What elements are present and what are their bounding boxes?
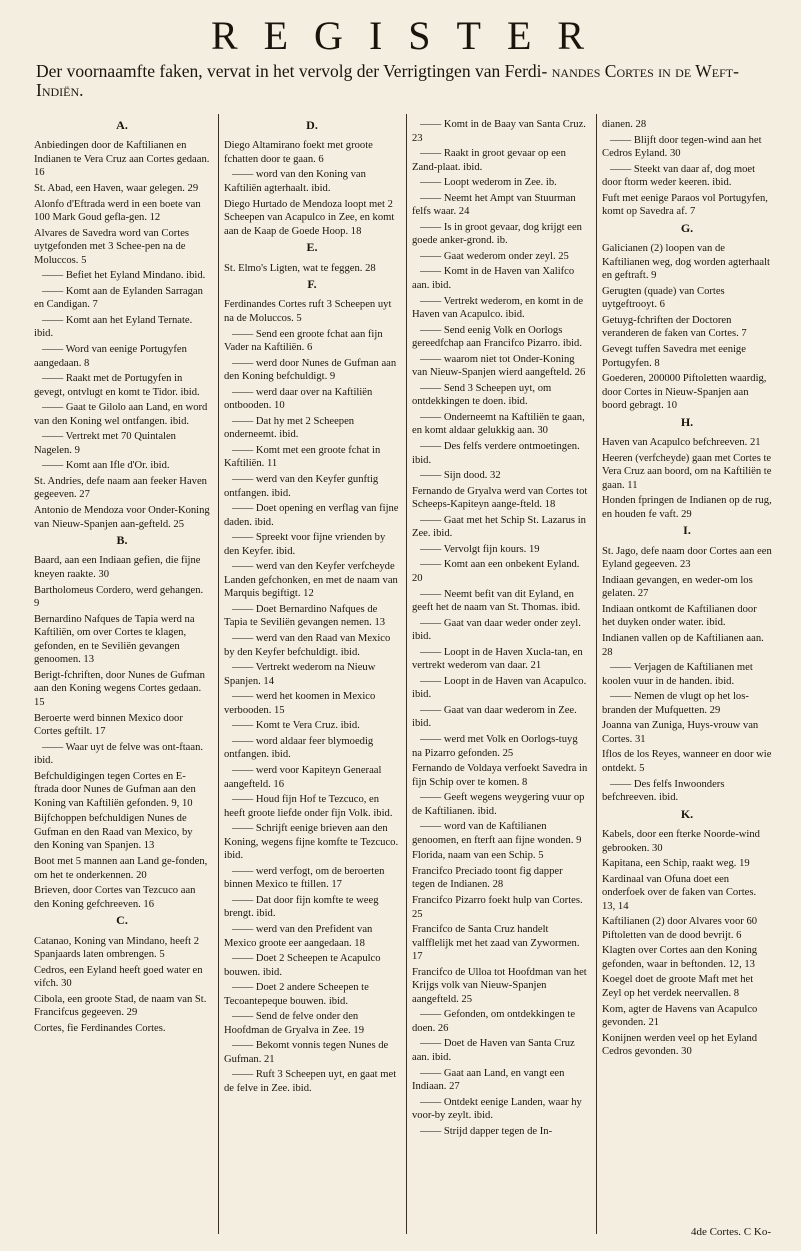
index-entry: Kaftilianen (2) door Alvares voor 60 Piftoletten van de dood bevrijt. 6: [602, 916, 758, 941]
section-letter: I.: [683, 523, 691, 538]
subtitle-tail: nandes Cortes in de Weft-Indiën.: [36, 61, 739, 101]
index-entry: Kapitana, een Schip, raakt weg. 19: [602, 858, 750, 870]
index-entry: —— Sijn dood. 32: [420, 470, 501, 482]
index-column-3: [412, 118, 588, 1228]
index-entry: Berigt-fchriften, door Nunes de Gufman aan den Koning wegens Cortes gedaan. 15: [34, 669, 205, 708]
index-entry: —— Dat door fijn komfte te weeg brengt. ibid.: [224, 894, 379, 920]
section-letter: K.: [680, 806, 694, 821]
index-entry: Indiaan gevangen, en weder-om los gelaten. 27: [602, 574, 753, 600]
index-entry: —— Komt met een groote fchat in Kaftiliën. 11: [224, 444, 381, 470]
index-entry: —— Schrijft eenige brieven aan den Koning, wegens fijne komfte te Tezcuco. ibid.: [224, 823, 399, 862]
index-entry: Kardinaal van Ofuna doet een onderfoek over de faken van Cortes. 13, 14: [602, 873, 757, 912]
index-entry: —— werd van den Keyfer gunftig ontfangen. ibid.: [224, 474, 379, 499]
index-entry: Baard, aan een Indiaan gefien, die fijne kneyen raakte. 30: [34, 555, 201, 581]
index-entry: Catanao, Koning van Mindano, heeft 2 Spanjaards laten ombrengen. 5: [34, 935, 200, 961]
index-entry: —— Send eenig Volk en Oorlogs gereedfchap aan Francifco Pizarro. ibid.: [412, 324, 583, 350]
index-entry: Alvares de Savedra word van Cortes uytgefonden met 3 Schee-pen na de Moluccos. 5: [34, 227, 190, 266]
index-entry: —— waarom niet tot Onder-Koning van Nieuw-Spanjen wierd aangefteld. 26: [412, 353, 586, 379]
index-entry: —— Houd fijn Hof te Tezcuco, en heeft groote liefde onder fijn Volk. ibid.: [224, 794, 393, 819]
index-entry: Goederen, 200000 Piftoletten waardig, door Cortes in Nieuw-Spanjen aan boord gebragt. 10: [602, 373, 767, 412]
index-entry: —— Ontdekt eenige Landen, waar hy voor-by zeylt. ibid.: [412, 1096, 582, 1122]
section-letter: H.: [680, 414, 694, 429]
column-divider: [596, 114, 597, 1234]
section-letter: A.: [116, 118, 128, 132]
index-entry: Getuyg-fchriften der Doctoren veranderen de faken van Cortes. 7: [602, 314, 747, 340]
index-entry: —— Geeft wegens weygering vuur op de Kaftilianen. ibid.: [412, 792, 585, 817]
index-entry: St. Jago, defe naam door Cortes aan een Eyland gegeeven. 23: [602, 545, 772, 571]
index-entry: Fernando de Gryalva werd van Cortes tot Scheeps-Kapiteyn aange-fteld. 18: [412, 485, 588, 511]
index-entry: Francifco Pizarro foekt hulp van Cortes. 25: [412, 894, 583, 920]
index-entry: —— Komt aan een onbekent Eyland. 20: [412, 559, 580, 584]
index-entry: Bijfchoppen befchuldigen Nunes de Gufman en den Raad van Mexico, by den Koning van Spanjen. 13: [34, 813, 193, 852]
index-entry: —— Doet Bernardino Nafques de Tapia te Seviliën gevangen nemen. 13: [224, 603, 386, 629]
index-entry: —— Neemt befit van dit Eyland, en geeft het de naam van St. Thomas. ibid.: [412, 588, 581, 614]
index-entry: —— Vertrekt met 70 Quintalen Nagelen. 9: [34, 431, 176, 456]
index-entry: —— Loopt in de Haven van Acapulco. ibid.: [412, 675, 587, 701]
index-entry: —— Neemt het Ampt van Stuurman felfs waar. 24: [412, 192, 576, 218]
index-entry: Indiaan ontkomt de Kaftilianen door het duyken onder water. ibid.: [602, 603, 757, 629]
index-entry: Heeren (verfcheyde) gaan met Cortes te Vera Cruz aan boord, om na Kaftiliën te gaan. 11: [602, 452, 772, 491]
index-entry: Francifco de Santa Cruz handelt valfflelijk met het zaad van Zywormen. 17: [412, 924, 580, 963]
index-entry: Fernando de Voldaya verfoekt Savedra in fijn Schip over te komen. 8: [412, 763, 588, 788]
index-entry: —— Komt in de Baay van Santa Cruz. 23: [412, 119, 586, 144]
index-entry: —— Word van eenige Portugyfen aangedaan. 8: [34, 344, 187, 369]
index-entry: Diego Altamirano foekt met groote fchatten door te gaan. 6: [224, 140, 373, 165]
index-entry: —— Send 3 Scheepen uyt, om ontdekkingen te doen. ibid.: [412, 382, 552, 408]
index-entry: Francifco de Ulloa tot Hoofdman van het Krijgs volk van Nieuw-Spanjen aangefteld. 25: [412, 966, 587, 1005]
index-entry: —— Vertrekt wederom, en komt in de Haven van Acapulco. ibid.: [412, 295, 584, 321]
page-subtitle: [36, 62, 776, 101]
index-entry: Cortes, fie Ferdinandes Cortes.: [34, 1022, 166, 1034]
index-entry: —— Ruft 3 Scheepen uyt, en gaat met de felve in Zee. ibid.: [224, 1069, 397, 1094]
index-entry: Brieven, door Cortes van Tezcuco aan den Koning gefchreeven. 16: [34, 885, 196, 910]
index-entry: —— Verjagen de Kaftilianen met koolen vuur in de handen. ibid.: [602, 662, 753, 687]
index-entry: Kabels, door een fterke Noorde-wind gebrooken. 30: [602, 828, 760, 854]
index-entry: —— werd van den Prefident van Mexico groote eer aangedaan. 18: [224, 923, 373, 949]
section-letter: B.: [116, 533, 128, 548]
index-entry: —— Waar uyt de felve was ont-ftaan. ibid.: [34, 741, 204, 767]
index-entry: Anbiedingen door de Kaftilianen en Indianen te Vera Cruz aan Cortes gedaan. 16: [34, 140, 210, 179]
index-entry: —— Gaat van daar wederom in Zee. ibid.: [412, 704, 577, 730]
index-entry: dianen. 28: [602, 119, 647, 130]
index-entry: Antonio de Mendoza voor Onder-Koning van Nieuw-Spanjen aan-gefteld. 25: [34, 505, 210, 530]
index-entry: —— Gaat aan Land, en vangt een Indiaan. 27: [412, 1067, 565, 1093]
index-entry: Diego Hurtado de Mendoza loopt met 2 Scheepen van Acapulco in Zee, en komt aan de Kaap de Goede Hoop. 18: [224, 198, 395, 237]
index-entry: —— Des felfs verdere ontmoetingen. ibid.: [412, 441, 580, 466]
index-entry: —— Vervolgt fijn kours. 19: [420, 543, 540, 555]
index-entry: —— werd het koomen in Mexico verbooden. 15: [224, 691, 376, 716]
index-entry: —— Steekt van daar af, dog moet door ftorm weder keeren. ibid.: [602, 163, 756, 189]
section-letter: F.: [307, 277, 317, 292]
index-entry: —— Raakt in groot gevaar op een Zand-plaat. ibid.: [412, 148, 566, 173]
index-entry: —— Loopt in de Haven Xucla-tan, en vertrekt wederom van daar. 21: [412, 646, 583, 672]
index-entry: Bartholomeus Cordero, werd gehangen. 9: [34, 584, 204, 610]
index-entry: —— Gaat te Gilolo aan Land, en word van den Koning wel ontfangen. ibid.: [34, 402, 208, 427]
index-entry: Honden fpringen de Indianen op de rug, en houden fe vaft. 29: [602, 495, 772, 520]
index-entry: Klagten over Cortes aan den Koning gefonden, waar in beftonden. 12, 13: [602, 945, 758, 970]
index-entry: Gevegt tuffen Savedra met eenige Portugyfen. 8: [602, 344, 746, 369]
index-entry: —— werd met Volk en Oorlogs-tuyg na Pizarro gefonden. 25: [412, 733, 578, 759]
index-entry: Joanna van Zuniga, Huys-vrouw van Cortes. 31: [602, 720, 759, 745]
section-letter: C.: [116, 913, 128, 928]
index-column-1: [34, 118, 210, 1228]
index-entry: —— Dat hy met 2 Scheepen onderneemt. ibid.: [224, 415, 355, 441]
index-entry: —— Spreekt voor fijne vrienden by den Keyfer. ibid.: [224, 532, 386, 557]
index-entry: —— Is in groot gevaar, dog krijgt een goede anker-grond. ib.: [412, 221, 582, 247]
index-entry: —— Doet de Haven van Santa Cruz aan. ibid.: [412, 1038, 575, 1063]
index-entry: —— Des felfs Inwoonders befchreeven. ibid.: [602, 778, 725, 804]
index-entry: —— werd verfogt, om de beroerten binnen Mexico te ftillen. 17: [224, 865, 385, 891]
index-entry: —— Blijft door tegen-wind aan het Cedros Eyland. 30: [602, 134, 762, 160]
index-entry: Cedros, een Eyland heeft goed water en vifch. 30: [34, 964, 203, 990]
section-letter: D.: [306, 118, 318, 132]
index-entry: —— Loopt wederom in Zee. ib.: [420, 177, 557, 189]
index-entry: —— werd door Nunes de Gufman aan den Koning befchuldigt. 9: [224, 357, 397, 383]
index-entry: Alonfo d'Eftrada werd in een boete van 100 Mark Goud gefla-gen. 12: [34, 198, 201, 224]
index-entry: Beroerte werd binnen Mexico door Cortes geftilt. 17: [34, 712, 183, 738]
index-entry: —— Send de felve onder den Hoofdman de Gryalva in Zee. 19: [224, 1011, 365, 1036]
index-entry: —— Onderneemt na Kaftiliën te gaan, en komt aldaar gelukkig aan. 30: [412, 411, 585, 437]
index-entry: —— werd daar over na Kaftiliën ontbooden. 10: [224, 386, 373, 412]
index-entry: —— Gaat wederom onder zeyl. 25: [420, 250, 569, 262]
index-entry: —— word aldaar feer blymoedig ontfangen. ibid.: [224, 735, 374, 761]
index-entry: Koegel doet de groote Maft met het Zeyl op het verdek neervallen. 8: [602, 974, 754, 999]
index-column-2: [224, 118, 400, 1228]
index-entry: —— Komt aan Ifle d'Or. ibid.: [42, 460, 170, 472]
index-entry: Ferdinandes Cortes ruft 3 Scheepen uyt na de Moluccos. 5: [224, 299, 392, 324]
index-entry: —— Strijd dapper tegen de In-: [420, 1125, 553, 1137]
index-entry: —— Gaat met het Schip St. Lazarus in Zee. ibid.: [412, 514, 586, 540]
index-entry: Gerugten (quade) van Cortes uytgeftrooyt. 6: [602, 285, 725, 311]
index-entry: —— Komt in de Haven van Xalifco aan. ibid.: [412, 266, 575, 292]
index-entry: —— Komt aan de Eylanden Sarragan en Candigan. 7: [34, 285, 203, 311]
index-entry: Indianen vallen op de Kaftilianen aan. 28: [602, 633, 764, 658]
index-entry: Francifco Preciado toont fig dapper tegen de Indianen. 28: [412, 865, 563, 891]
index-entry: —— word van den Koning van Kaftiliën agterhaalt. ibid.: [224, 169, 366, 194]
index-entry: Iflos de los Reyes, wanneer en door wie ontdekt. 5: [602, 749, 772, 774]
catchword: 4de Cortes. C Ko-: [690, 1225, 771, 1238]
section-letter: G.: [680, 220, 694, 235]
index-entry: Boot met 5 mannen aan Land ge-fonden, om het te onderkennen. 20: [34, 855, 208, 881]
index-entry: St. Andries, defe naam aan feeker Haven gegeeven. 27: [34, 475, 207, 501]
index-entry: Galicianen (2) loopen van de Kaftilianen weg, dog worden agterhaalt en geftraft. 9: [602, 243, 770, 282]
index-entry: Haven van Acapulco befchreeven. 21: [602, 437, 761, 449]
page-title: REGISTER: [210, 13, 611, 58]
index-entry: St. Abad, een Haven, waar gelegen. 29: [34, 183, 199, 194]
column-divider: [406, 114, 407, 1234]
index-entry: —— word van de Kaftilianen genoomen, en fterft aan fijne wonden. 9: [412, 821, 582, 846]
index-entry: —— werd van den Keyfer verfcheyde Landen gefchonken, en met de naam van Marquis begiftigt. 12: [224, 561, 398, 600]
index-entry: —— Bekomt vonnis tegen Nunes de Gufman. 21: [224, 1040, 389, 1065]
index-entry: Cibola, een groote Stad, de naam van St. Francifcus gegeeven. 29: [34, 993, 207, 1019]
index-entry: —— Send een groote fchat aan fijn Vader na Kaftiliën. 6: [224, 328, 383, 354]
index-entry: —— Raakt met de Portugyfen in gevegt, ontvlugt en komt te Tidor. ibid.: [34, 373, 200, 398]
index-entry: —— Nemen de vlugt op het los-branden der Mufquetten. 29: [602, 691, 749, 716]
index-entry: —— Doet opening en verflag van fijne daden. ibid.: [224, 503, 399, 528]
index-entry: Kom, agter de Havens van Acapulco gevonden. 21: [602, 1003, 758, 1029]
subtitle-lead: Der voornaamfte faken, vervat in het vervolg der Verrigtingen van Ferdi-: [36, 61, 548, 81]
index-entry: —— Komt te Vera Cruz. ibid.: [232, 720, 360, 732]
index-entry: Befchuldigingen tegen Cortes en E-ftrada door Nunes de Gufman aan den Koning van Kaftiliën gefonden. 9, 10: [34, 770, 196, 809]
index-entry: Konijnen werden veel op het Eyland Cedros gevonden. 30: [602, 1032, 758, 1058]
index-entry: Fuft met eenige Paraos vol Portugyfen, komt op Savedra af. 7: [602, 192, 768, 218]
index-entry: Bernardino Nafques de Tapia werd na Kaftiliën, om over Cortes te klagen, gefonden, en te Seviliën gevangen genoomen. 13: [34, 613, 195, 666]
column-divider: [218, 114, 219, 1234]
index-entry: St. Elmo's Ligten, wat te feggen. 28: [224, 262, 376, 274]
index-entry: —— Komt aan het Eyland Ternate. ibid.: [34, 314, 193, 340]
index-column-4: [602, 118, 772, 1228]
index-entry: Florida, naam van een Schip. 5: [412, 850, 544, 862]
index-entry: —— werd van den Raad van Mexico by den Keyfer befchuldigt. ibid.: [224, 633, 391, 658]
index-entry: —— Doet 2 Scheepen te Acapulco bouwen. ibid.: [224, 953, 381, 978]
index-entry: —— Gefonden, om ontdekkingen te doen. 26: [412, 1009, 576, 1034]
index-entry: —— Vertrekt wederom na Nieuw Spanjen. 14: [224, 662, 376, 687]
index-entry: —— Gaat van daar weder onder zeyl. ibid.: [412, 617, 581, 643]
section-letter: E.: [306, 240, 318, 255]
index-entry: —— werd voor Kapiteyn Generaal aangefteld. 16: [224, 764, 382, 790]
index-entry: —— Doet 2 andere Scheepen te Tecoantepeque bouwen. ibid.: [224, 982, 369, 1007]
index-entry: —— Befiet het Eyland Mindano. ibid.: [42, 270, 206, 282]
